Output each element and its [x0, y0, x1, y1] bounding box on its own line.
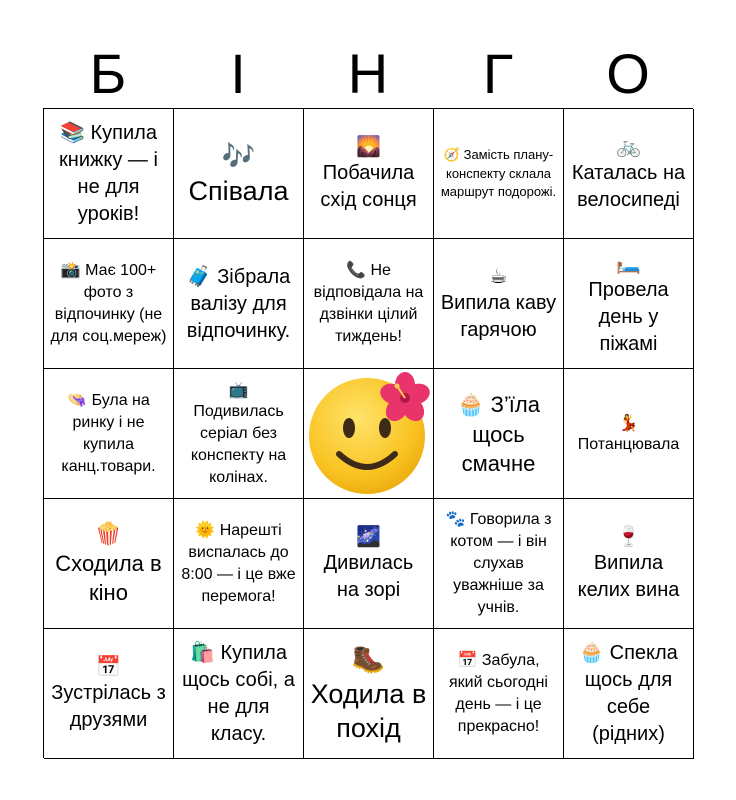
bingo-cell[interactable] [304, 629, 434, 759]
cell-text: Сходила в кіно [55, 551, 162, 605]
header-letter-n: Н [347, 42, 389, 105]
bingo-cell[interactable] [564, 629, 694, 759]
bingo-cell[interactable] [434, 109, 564, 239]
bingo-cell[interactable] [174, 109, 304, 239]
cell-text: Зустрілась з друзями [51, 682, 166, 731]
cell-text: Замість плану-конспекту склала маршрут подорожі. [440, 147, 557, 199]
wine-glass-icon: 🍷 [616, 524, 641, 548]
cell-text: Купила книжку — і не для уроків! [59, 122, 158, 225]
cell-text: Провела день у піжамі [588, 278, 669, 355]
television-icon: 📺 [228, 379, 249, 399]
bingo-cell[interactable] [304, 239, 434, 369]
cell-text: Дивилась на зорі [323, 552, 414, 601]
cell-text: Купила щось собі, а не для класу. [182, 642, 295, 745]
header-letter-g: Г [482, 42, 514, 105]
cupcake-icon: 🧁 [457, 392, 485, 418]
bingo-cell[interactable] [174, 369, 304, 499]
cell-text: Нарешті виспалась до 8:00 — і це вже перемога! [181, 522, 296, 605]
bingo-cell[interactable] [564, 109, 694, 239]
bingo-cell[interactable] [174, 499, 304, 629]
bingo-cell[interactable] [174, 629, 304, 759]
books-icon: 📚 [60, 120, 85, 144]
sun-hat-icon: 👒 [67, 390, 88, 409]
calendar-icon: 📅 [96, 654, 121, 678]
cell-text: Подивилась серіал без конспекту на колінах. [190, 402, 287, 486]
bingo-cell[interactable] [44, 499, 174, 629]
cell-text: Зібрала валізу для відпочинку. [186, 265, 291, 342]
bingo-cell[interactable] [434, 239, 564, 369]
cell-text: Має 100+ фото з відпочинку (не для соц.мереж) [50, 262, 167, 345]
cell-text: Спекла щось для себе (рідних) [584, 642, 678, 745]
hiking-boot-icon: 🥾 [351, 643, 386, 675]
milky-way-icon: 🌌 [356, 524, 381, 548]
bingo-cell[interactable] [44, 109, 174, 239]
paw-prints-icon: 🐾 [445, 509, 466, 528]
dancer-icon: 💃 [618, 412, 639, 432]
bingo-header [43, 40, 693, 108]
smiling-face-with-hibiscus-icon [305, 370, 433, 498]
header-letter-o: О [606, 42, 650, 105]
cupcake-icon: 🧁 [579, 640, 605, 664]
popcorn-icon: 🍿 [94, 522, 123, 547]
cell-text: Побачила схід сонця [320, 162, 417, 211]
sunrise-icon: 🌄 [356, 134, 381, 158]
shopping-bags-icon: 🛍️ [190, 640, 215, 664]
bingo-cell[interactable] [564, 499, 694, 629]
bed-icon: 🛏️ [616, 250, 641, 275]
cell-text: Випила каву гарячою [440, 292, 557, 341]
bingo-cell[interactable] [304, 499, 434, 629]
bingo-cell[interactable] [44, 629, 174, 759]
cell-text: Каталась на велосипеді [571, 162, 686, 211]
cell-text: Ходила в похід [310, 678, 427, 743]
header-letter-i: І [230, 42, 246, 105]
bicycle-icon: 🚲 [616, 134, 641, 158]
camera-icon: 📸 [60, 260, 81, 279]
bingo-cell[interactable] [434, 499, 564, 629]
cell-text: Говорила з котом — і він слухав уважніше за учнів. [450, 511, 552, 616]
luggage-icon: 🧳 [186, 263, 212, 288]
calendar-icon: 📅 [457, 650, 478, 669]
bingo-grid [43, 108, 693, 758]
cell-text: Не відповідала на дзвінки цілий тиждень! [313, 262, 424, 345]
music-notes-icon: 🎶 [221, 140, 256, 172]
bingo-cell[interactable] [564, 239, 694, 369]
free-space-cell[interactable] [304, 369, 434, 499]
hot-coffee-icon: ☕ [489, 264, 508, 288]
bingo-cell[interactable] [174, 239, 304, 369]
bingo-cell[interactable] [434, 629, 564, 759]
cell-text: Була на ринку і не купила канц.товари. [61, 392, 156, 475]
bingo-cell[interactable] [434, 369, 564, 499]
cell-text: З’їла щось смачне [461, 391, 540, 476]
cell-text: Випила келих вина [577, 552, 680, 601]
bingo-cell[interactable] [304, 109, 434, 239]
telephone-icon: 📞 [346, 260, 366, 279]
bingo-cell[interactable] [44, 369, 174, 499]
bingo-cell[interactable] [564, 369, 694, 499]
cell-text: Співала [188, 175, 289, 206]
cell-text: Потанцювала [577, 435, 680, 453]
header-letter-b: Б [89, 42, 127, 105]
bingo-cell[interactable] [44, 239, 174, 369]
sun-icon: 🌞 [195, 520, 216, 539]
compass-icon: 🧭 [443, 148, 460, 163]
cell-text: Забула, який сьогодні день — і це прекрасно! [449, 652, 548, 735]
